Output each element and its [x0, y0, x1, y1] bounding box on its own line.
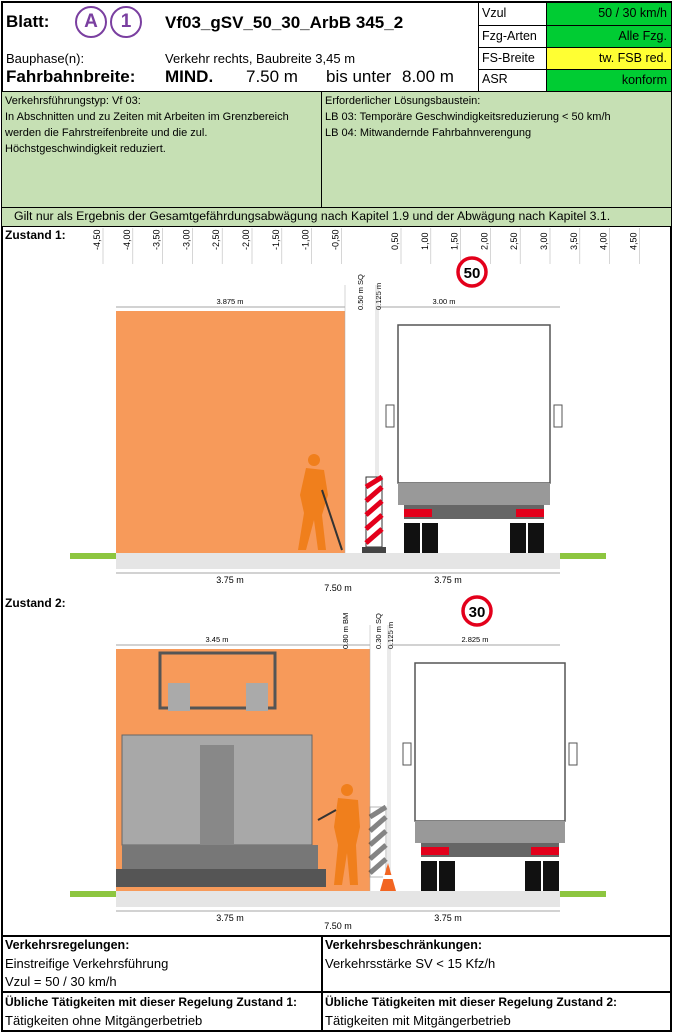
ruler-label: -1,50: [270, 229, 281, 250]
ruler-label: 0,50: [390, 232, 400, 250]
lane-right-2: 3.75 m: [434, 913, 462, 923]
regelungen-2: Vzul = 50 / 30 km/h: [5, 974, 117, 989]
truck-icon-2: [403, 663, 577, 891]
lane-left-1: 3.75 m: [216, 575, 244, 585]
width-to: 8.00 m: [402, 67, 454, 86]
status-fzg-value: Alle Fzg.: [547, 26, 671, 47]
lb-title: Erforderlicher Lösungsbaustein:: [325, 95, 481, 107]
regelungen-title: Verkehrsregelungen:: [5, 938, 130, 952]
road-surface-1: [116, 553, 560, 569]
ruler-label: 4,00: [598, 232, 609, 250]
total-width-1: 7.50 m: [324, 583, 352, 593]
total-width-2: 7.50 m: [324, 921, 352, 930]
barrier-icon: [362, 477, 386, 553]
status-vzul-label: Vzul: [482, 6, 507, 20]
ruler-label: 2,50: [509, 232, 520, 250]
dim-lane-width-2: 2.825 m: [461, 635, 489, 644]
dim-sq-1: 0.50 m SQ: [356, 274, 365, 310]
bauphase-value: Verkehr rechts, Baubreite 3,45 m: [165, 51, 356, 66]
vf-text-2: werden die Fahrstreifenbreite und die zul.: [5, 127, 208, 139]
status-fs-value: tw. FSB red.: [547, 48, 671, 69]
ruler-label: 3,00: [539, 232, 549, 250]
lane-right-1: 3.75 m: [434, 575, 462, 585]
sheet-id: Vf03_gSV_50_30_ArbB 345_2: [165, 13, 404, 32]
speed-sign-30-icon: [463, 597, 491, 625]
bauphase-label: Bauphase(n):: [6, 51, 85, 66]
ruler-label: -1,00: [300, 229, 311, 250]
status-asr-value: konform: [547, 70, 671, 91]
status-asr-label: ASR: [482, 72, 508, 86]
shoulder-right-2: [560, 891, 606, 897]
vf-text-1: In Abschnitten und zu Zeiten mit Arbeiten im Grenzbereich: [5, 111, 289, 123]
ruler-label: -2,00: [241, 229, 251, 250]
ruler-label: 2,00: [479, 232, 490, 250]
badge-a: A: [75, 6, 107, 38]
ruler-label: 1,00: [419, 232, 430, 250]
lb-item-2: LB 04: Mitwandernde Fahrbahnverengung: [325, 127, 532, 139]
zustand2-diagram: [60, 595, 620, 930]
shoulder-left-2: [70, 891, 116, 897]
status-vzul-value: 50 / 30 km/h: [547, 3, 671, 25]
speed-sign-50-text: 50: [463, 265, 481, 282]
dim-work-width-2: 3.45 m: [205, 635, 229, 644]
road-surface-2: [116, 891, 560, 907]
lb-item-1: LB 03: Temporäre Geschwindigkeitsreduzierung < 50 km/h: [325, 111, 611, 123]
regelungen-1: Einstreifige Verkehrsführung: [5, 956, 169, 971]
beschr-title: Verkehrsbeschränkungen:: [325, 938, 483, 952]
shoulder-left-1: [70, 553, 116, 559]
blatt-label: Blatt:: [6, 12, 50, 31]
shoulder-right-1: [560, 553, 606, 559]
dim-gap-2: 0.125 m: [386, 621, 395, 649]
zustand1-diagram: [60, 255, 620, 595]
taet2-title: Übliche Tätigkeiten mit dieser Regelung Zustand 2:: [325, 995, 618, 1009]
width-from: 7.50 m: [246, 67, 298, 86]
barrier-icon-2: [370, 807, 386, 877]
bis-unter: bis unter: [326, 67, 392, 86]
taet1-title: Übliche Tätigkeiten mit dieser Regelung Zustand 1:: [5, 995, 298, 1009]
ruler-label: -3,00: [181, 229, 192, 250]
zustand2-label: Zustand 2:: [5, 596, 66, 610]
dim-gap-1: 0.125 m: [374, 282, 383, 310]
banner-text: Gilt nur als Ergebnis der Gesamtgefährdungsabwägung nach Kapitel 1.9 und der Abwägung nach Kapitel 3.1.: [14, 209, 611, 223]
badge-1: 1: [110, 6, 142, 38]
vf-type-title: Verkehrsführungstyp: Vf 03:: [5, 95, 141, 107]
status-fs-label: FS-Breite: [482, 51, 535, 65]
fahrbahn-label: Fahrbahnbreite:: [6, 67, 136, 86]
ruler-label: -0,50: [330, 229, 341, 250]
dim-bm-2: 0.80 m BM: [341, 612, 350, 649]
truck-icon: [386, 325, 562, 553]
ruler-label: 4,50: [628, 232, 639, 250]
taet1-text: Tätigkeiten ohne Mitgängerbetrieb: [5, 1013, 203, 1028]
vf-text-3: Höchstgeschwindigkeit reduziert.: [5, 143, 166, 155]
dim-work-width-1: 3.875 m: [216, 297, 244, 306]
ruler-label: -4,00: [121, 229, 132, 250]
mind-label: MIND.: [165, 67, 214, 86]
ruler-label: -3,50: [151, 229, 162, 250]
zustand1-label: Zustand 1:: [5, 228, 66, 242]
lane-left-2: 3.75 m: [216, 913, 244, 923]
ruler-label: -4,50: [92, 229, 102, 250]
ruler-label: 3,50: [568, 232, 579, 250]
dim-lane-width-1: 3.00 m: [432, 297, 456, 306]
dim-sq-2: 0.30 m SQ: [374, 613, 383, 649]
status-fzg-label: Fzg-Arten: [482, 29, 537, 43]
speed-sign-30-text: 30: [468, 604, 486, 621]
ruler-label: 1,50: [449, 232, 460, 250]
taet2-text: Tätigkeiten mit Mitgängerbetrieb: [325, 1013, 511, 1028]
ruler-label: -2,50: [211, 229, 222, 250]
beschr-1: Verkehrsstärke SV < 15 Kfz/h: [325, 956, 496, 971]
speed-sign-50-icon: [458, 258, 486, 286]
